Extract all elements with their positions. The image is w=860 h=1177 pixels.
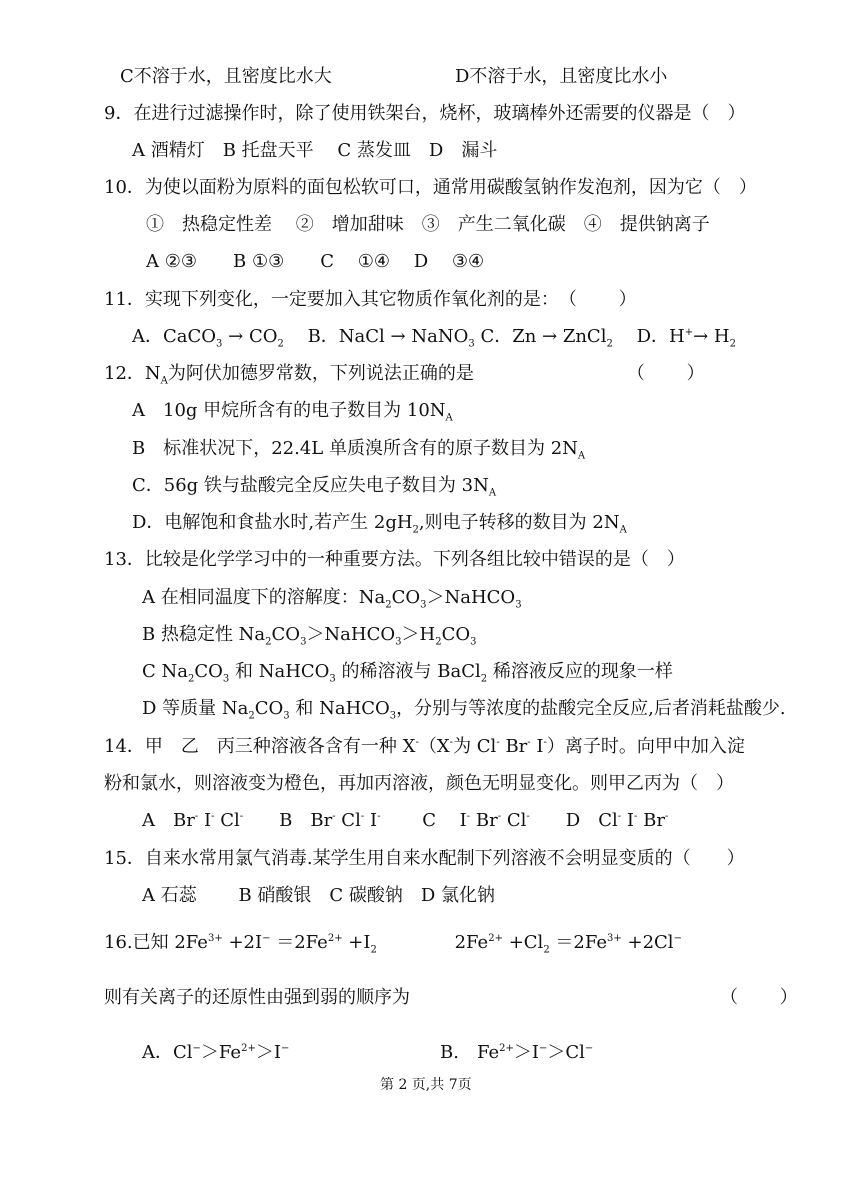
q10-stem: 10．为使以面粉为原料的面包松软可口，通常用碳酸氢钠作发泡剂，因为它（ ） [104, 177, 757, 198]
q16-option-a: A．$Cl^->Fe^{2+}>I^-$ [142, 1042, 290, 1063]
q16-option-b: B. $Fe^{2+}>I^->Cl^-$ [440, 1042, 594, 1063]
q11-stem: 11．实现下列变化，一定要加入其它物质作氧化剂的是： （ ） [104, 289, 637, 310]
q13-option-d: D 等质量 $Na_2CO_3$ 和 NaHCO$_3$，分别与等浓度的盐酸完全反应,后者消耗盐酸少. [142, 698, 786, 722]
q12-option-d: D．电解饱和食盐水时,若产生 $2gH_2$,则电子转移的数目为 $2N_A$ [132, 512, 627, 536]
q13-option-c: C $Na_2CO_3$ 和 NaHCO$_3$ 的稀溶液与 BaCl$_2$ 稀溶液反应的现象一样 [142, 661, 673, 685]
q14-stem-line1: 14．甲 乙 丙三种溶液各含有一种 X-（X-为 Cl- Br- I-）离子时。向甲中加入淀 [104, 736, 745, 757]
q8-option-c: C不溶于水，且密度比水大 [120, 66, 332, 87]
q13-option-a: A 在相同温度下的溶解度：$Na_2CO_3>NaHCO_3$ [142, 587, 522, 611]
q14-options: A Br- I- Cl- B Br- Cl- I- C I- Br- Cl- D Cl- I- Br- [142, 810, 669, 831]
q10-choices: ① 热稳定性差 ② 增加甜味 ③ 产生二氧化碳 ④ 提供钠离子 [146, 214, 710, 235]
q12-stem: 12．$N_A$为阿伏加德罗常数，下列说法正确的是 （ ） [104, 363, 705, 387]
q8-option-d: D不溶于水，且密度比水小 [455, 66, 668, 87]
q16-equations: 16.已知 $2Fe^{3+} +2I^- =2Fe^{2+} +I_2$ $2Fe^{2+} +Cl_2 =2Fe^{3+} +2Cl^-$ [104, 932, 682, 956]
q9-stem: 9．在进行过滤操作时，除了使用铁架台，烧杯，玻璃棒外还需要的仪器是（ ） [104, 103, 746, 124]
page-footer: 第 2 页,共 7页 [380, 1077, 472, 1093]
q12-option-b: B 标准状况下，22.4L 单质溴所含有的原子数目为 $2N_A$ [132, 438, 586, 462]
q16-stem: 则有关离子的还原性由强到弱的顺序为 [104, 987, 410, 1008]
q15-stem: 15．自来水常用氯气消毒.某学生用自来水配制下列溶液不会明显变质的（ ） [104, 848, 745, 869]
q10-options: A ②③ B ①③ C ①④ D ③④ [146, 251, 485, 272]
q11-options: A．CaCO$_3$ → $CO_2$ B．NaCl → NaNO$_3$ C．Zn → ZnCl$_2$ D．$H^+\to H_2$ [132, 326, 736, 350]
q15-options: A 石蕊 B 硝酸银 C 碳酸钠 D 氯化钠 [142, 885, 496, 906]
q13-option-b: B 热稳定性 $Na_2CO_3>NaHCO_3>H_2CO_3$ [142, 624, 477, 648]
q12-option-a: A 10g 甲烷所含有的电子数目为 $10N_A$ [132, 400, 453, 424]
q13-stem: 13．比较是化学学习中的一种重要方法。下列各组比较中错误的是（ ） [104, 549, 685, 570]
q14-stem-line2: 粉和氯水，则溶液变为橙色，再加丙溶液，颜色无明显变化。则甲乙丙为（ ） [104, 773, 734, 794]
q9-options: A 酒精灯 B 托盘天平 C 蒸发皿 D 漏斗 [132, 140, 498, 161]
q16-bracket: （ ） [720, 987, 798, 1008]
q12-option-c: C．56g 铁与盐酸完全反应失电子数目为 $3N_A$ [132, 475, 497, 499]
